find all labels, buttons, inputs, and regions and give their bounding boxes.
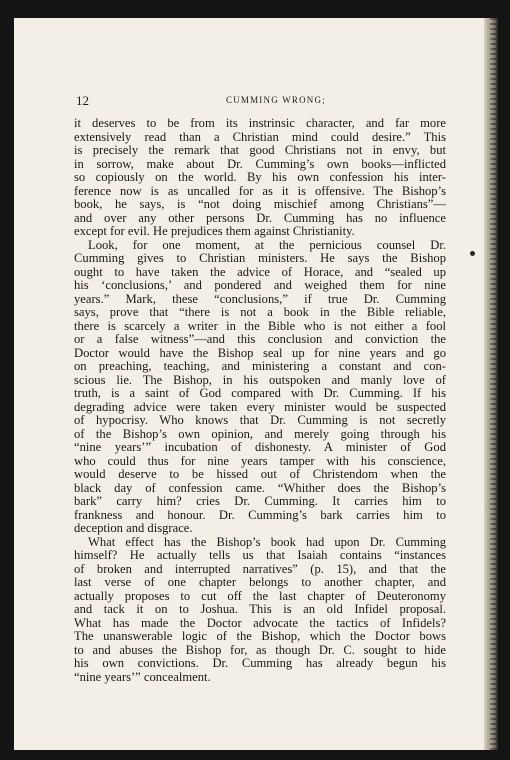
text-line: ference now is as uncalled for as it is offensive. The Bishop’s <box>74 183 446 198</box>
text-line: himself? He actually tells us that Isaiah contains “instances <box>74 548 446 562</box>
text-line: of hypocrisy. Who knows that Dr. Cumming is not secretly <box>74 413 446 427</box>
text-line: Cumming gives to Christian ministers. He says the Bishop <box>74 251 446 265</box>
text-line: to and abuses the Bishop for, as though Dr. C. sought to hide <box>74 642 446 657</box>
text-line: “nine years’” incubation of dishonesty. A minister of God <box>74 440 446 454</box>
text-line: says, prove that “there is not a book in the Bible reliable, <box>74 305 446 319</box>
text-line: his ‘conclusions,’ and pondered and weighed them for nine <box>74 278 446 292</box>
text-line: his own convictions. Dr. Cumming has already begun his <box>74 656 446 670</box>
text-line: book, he says, is “not doing mischief among Christians”— <box>74 197 446 211</box>
text-line: The unanswerable logic of the Bishop, which the Doctor bows <box>74 629 446 643</box>
text-line: there is scarcely a writer in the Bible who is not either a fool <box>74 318 446 333</box>
text-line: and over any other persons Dr. Cumming has no influence <box>74 210 446 225</box>
text-line: who could thus for nine years tamper with his conscience, <box>74 453 446 468</box>
text-line: bark” carry him? cries Dr. Cumming. It carries him to <box>74 494 446 508</box>
ink-blot <box>470 251 475 256</box>
text-line: extensively read than a Christian mind could desire.” This <box>74 129 446 144</box>
text-line: scious lie. The Bishop, in his outspoken and manly love of <box>74 372 446 387</box>
paragraph-start-line: Look, for one moment, at the pernicious counsel Dr. <box>88 237 446 252</box>
text-line: black day of confession came. “Whither does the Bishop’s <box>74 480 446 495</box>
text-line: degrading advice were taken every minister would be suspected <box>74 399 446 414</box>
text-line: truth, is a saint of God compared with Dr. Cumming. If his <box>74 386 446 400</box>
page-header <box>76 93 438 109</box>
text-line: last verse of one chapter belongs to another chapter, and <box>74 575 446 589</box>
text-line: frankness and honour. Dr. Cumming’s bark carries him to <box>74 507 446 522</box>
page-number: 12 <box>76 93 89 108</box>
text-line: or a false witness”—and this conclusion and conviction the <box>74 332 446 346</box>
body-text <box>74 117 446 684</box>
text-line: deception and disgrace. <box>74 521 193 535</box>
text-line: and tack it on to Joshua. This is an old Infidel proposal. <box>74 602 446 616</box>
text-line: actually proposes to cut off the last chapter of Deuteronomy <box>74 588 446 603</box>
text-line: of broken and interrupted narratives” (p. 15), and that the <box>74 561 446 576</box>
text-line: would deserve to be hissed out of Christendom when the <box>74 467 446 481</box>
text-line: of the Bishop’s own opinion, and merely going through his <box>74 426 446 441</box>
text-line: is precisely the remark that good Christians not in envy, but <box>74 143 446 157</box>
paragraph-start-line: What effect has the Bishop’s book had upon Dr. Cumming <box>88 534 446 549</box>
running-head: CUMMING WRONG; <box>226 95 326 105</box>
text-line: What has made the Doctor advocate the tactics of Infidels? <box>74 615 446 630</box>
text-line: Doctor would have the Bishop seal up for nine years and go <box>74 345 446 360</box>
text-line: in sorrow, make about Dr. Cumming’s own books—inflicted <box>74 156 446 171</box>
spine-edge <box>490 18 496 750</box>
text-line: except for evil. He prejudices them against Christianity. <box>74 224 355 238</box>
text-line: years.” Mark, these “conclusions,” if true Dr. Cumming <box>74 291 446 306</box>
text-line: “nine years’” concealment. <box>74 669 211 684</box>
text-line: so copiously on the world. By his own confession his inter- <box>74 170 446 184</box>
text-line: on preaching, teaching, and ministering a constant and con- <box>74 359 446 373</box>
text-line: ought to have taken the advice of Horace, and “sealed up <box>74 264 446 279</box>
text-line: it deserves to be from its instrinsic character, and far more <box>74 116 446 130</box>
